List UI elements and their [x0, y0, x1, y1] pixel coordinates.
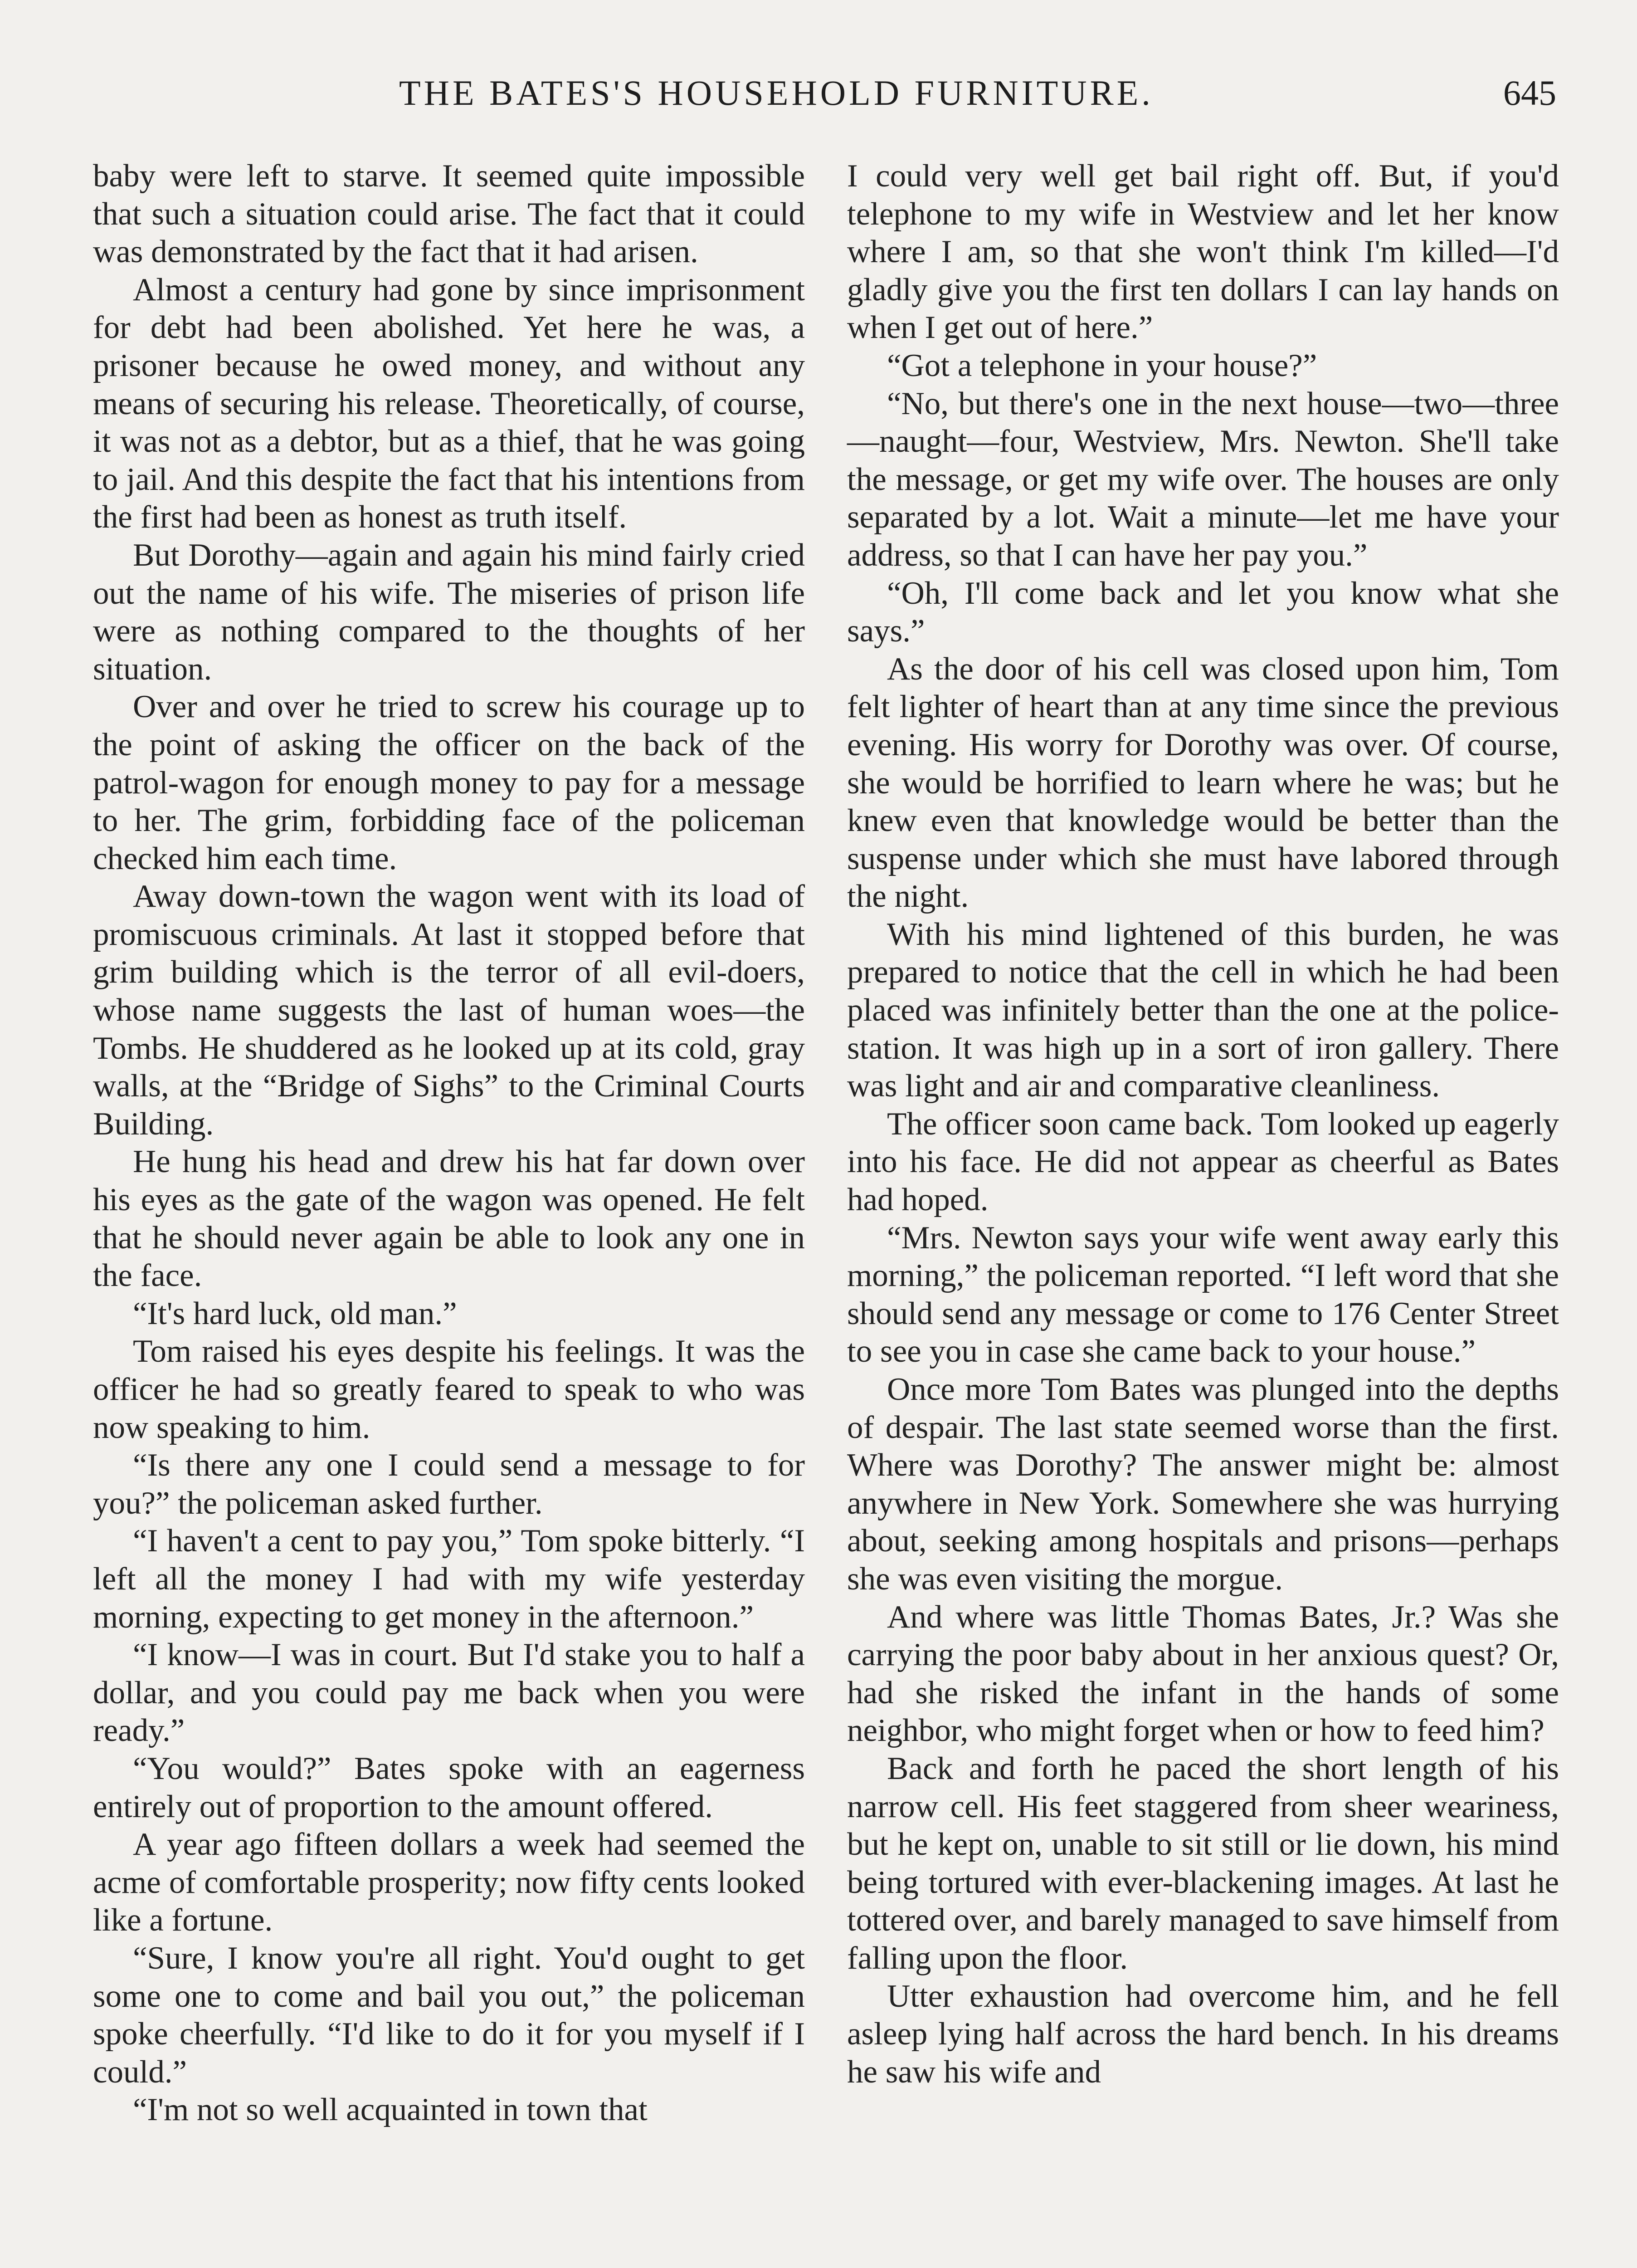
page-number: 645: [1503, 73, 1556, 112]
paragraph: “Got a telephone in your house?”: [887, 347, 1317, 383]
paragraph: Utter exhaustion had overcome him, and he fell asleep lying half across the hard bench. In his dreams he saw his wife and: [847, 1978, 1559, 2090]
paragraph: “Mrs. Newton says your wife went away early this morning,” the policeman reported. “I left word that she should send any message or come to 176 Center Street to see you in case she came back to your house.”: [847, 1220, 1559, 1369]
paragraph: “Oh, I'll come back and let you know what she says.”: [847, 575, 1559, 649]
left-column: [93, 157, 805, 2129]
paragraph: The officer soon came back. Tom looked up eagerly into his face. He did not appear as cheerful as Bates had hoped.: [847, 1106, 1559, 1218]
running-title: THE BATES'S HOUSEHOLD FURNITURE.: [399, 73, 1154, 112]
paragraph: He hung his head and drew his hat far down over his eyes as the gate of the wagon was opened. He felt that he should never again be able to look any one in the face.: [93, 1144, 805, 1294]
paragraph: baby were left to starve. It seemed quite impossible that such a situation could arise. The fact that it could was demonstrated by the fact that it had arisen.: [93, 158, 805, 270]
paragraph: And where was little Thomas Bates, Jr.? Was she carrying the poor baby about in her anxious quest? Or, had she risked the infant in the hands of some neighbor, who might forget when or how to feed him?: [847, 1599, 1559, 1749]
paragraph: “Is there any one I could send a message to for you?” the policeman asked further.: [93, 1447, 805, 1521]
paragraph: Away down-town the wagon went with its load of promiscuous criminals. At last it stopped before that grim building which is the terror of all evil-doers, whose name suggests the last of human woes—the Tombs. He shuddered as he looked up at its cold, gray walls, at the “Bridge of Sighs” to the Criminal Courts Building.: [93, 879, 805, 1142]
paragraph: “I know—I was in court. But I'd stake you to half a dollar, and you could pay me back when you were ready.”: [93, 1637, 805, 1749]
paragraph: “I haven't a cent to pay you,” Tom spoke bitterly. “I left all the money I had with my wife yesterday morning, expecting to get money in the afternoon.”: [93, 1523, 805, 1635]
right-column: [847, 157, 1559, 2091]
paragraph: Back and forth he paced the short length of his narrow cell. His feet staggered from sheer weariness, but he kept on, unable to sit still or lie down, his mind being tortured with ever-blackening images. At last he tottered over, and barely managed to save himself from falling upon the floor.: [847, 1750, 1559, 1976]
paragraph: Over and over he tried to screw his courage up to the point of asking the officer on the back of the patrol-wagon for enough money to pay for a message to her. The grim, forbidding face of the policeman checked him each time.: [93, 689, 805, 876]
running-head: [0, 68, 1637, 122]
paragraph: Almost a century had gone by since imprisonment for debt had been abolished. Yet here he was, a prisoner because he owed money, and without any means of securing his release. Theoretically, of course, it was not as a debtor, but as a thief, that he was going to jail. And this despite the fact that his intentions from the first had been as honest as truth itself.: [93, 272, 805, 535]
paragraph: “You would?” Bates spoke with an eagerness entirely out of proportion to the amount offered.: [93, 1750, 805, 1824]
paragraph: “Sure, I know you're all right. You'd ought to get some one to come and bail you out,” the policeman spoke cheerfully. “I'd like to do it for you myself if I could.”: [93, 1940, 805, 2090]
paragraph: “I'm not so well acquainted in town that: [133, 2092, 648, 2128]
paragraph: But Dorothy—again and again his mind fairly cried out the name of his wife. The miseries of prison life were as nothing compared to the thoughts of her situation.: [93, 537, 805, 687]
paragraph: With his mind lightened of this burden, he was prepared to notice that the cell in which he had been placed was infinitely better than the one at the police-station. It was high up in a sort of iron gallery. There was light and air and comparative cleanliness.: [847, 916, 1559, 1104]
paragraph: As the door of his cell was closed upon him, Tom felt lighter of heart than at any time since the previous evening. His worry for Dorothy was over. Of course, she would be horrified to learn where he was; but he knew even that knowledge would be better than the suspense under which she must have labored through the night.: [847, 651, 1559, 914]
paragraph: “It's hard luck, old man.”: [133, 1295, 457, 1331]
paragraph: A year ago fifteen dollars a week had seemed the acme of comfortable prosperity; now fifty cents looked like a fortune.: [93, 1827, 805, 1938]
paragraph: Tom raised his eyes despite his feelings. It was the officer he had so greatly feared to speak to who was now speaking to him.: [93, 1334, 805, 1445]
paragraph: I could very well get bail right off. But, if you'd telephone to my wife in Westview and let her know where I am, so that she won't think I'm killed—I'd gladly give you the first ten dollars I can lay hands on when I get out of here.”: [847, 158, 1559, 346]
paragraph: Once more Tom Bates was plunged into the depths of despair. The last state seemed worse than the first. Where was Dorothy? The answer might be: almost anywhere in New York. Somewhere she was hurrying about, seeking among hospitals and prisons—perhaps she was even visiting the morgue.: [847, 1372, 1559, 1597]
paragraph: “No, but there's one in the next house—two—three—naught—four, Westview, Mrs. Newton. She'll take the message, or get my wife over. The houses are only separated by a lot. Wait a minute—let me have your address, so that I can have her pay you.”: [847, 386, 1559, 573]
